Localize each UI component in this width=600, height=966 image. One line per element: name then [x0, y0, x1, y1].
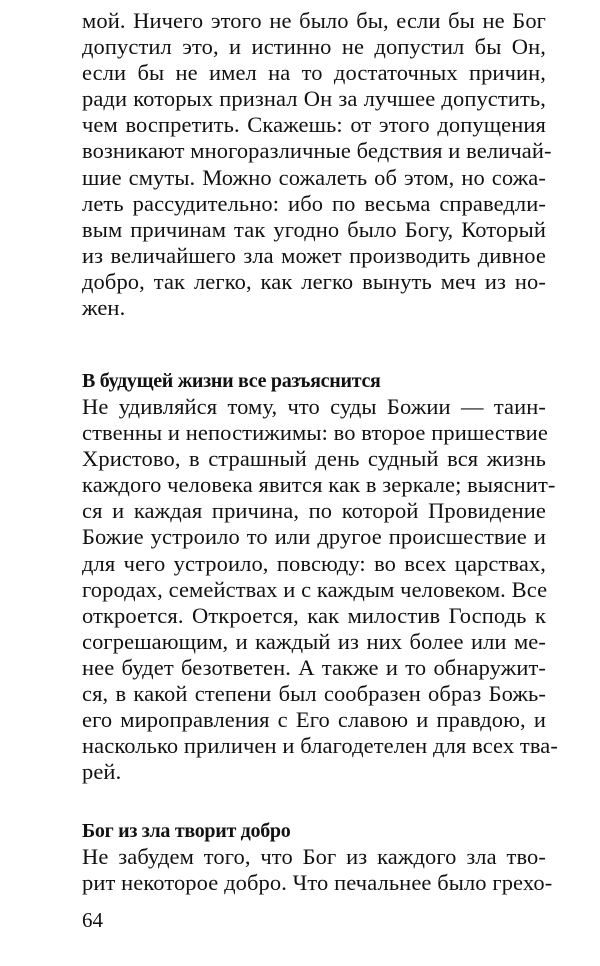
text-line: Не забудем того, что Бог из каждого зла тво-: [82, 844, 546, 869]
text-line: вым причинам так угодно было Богу, Который: [82, 216, 546, 242]
text-line: рей.: [82, 759, 122, 785]
text-line: каждого человека явится как в зеркале; выяснит-: [82, 472, 556, 498]
text-line: для чего устроило, повсюду: во всех царствах,: [82, 550, 546, 576]
text-line: из величайшего зла может производить дивное: [82, 242, 546, 268]
text-line: Христово, в страшный день судный вся жизнь: [82, 446, 546, 472]
section-heading: В будущей жизни все разъяснится: [82, 370, 381, 392]
text-line: ради которых признал Он за лучшее допустить,: [82, 86, 546, 112]
text-line: возникают многоразличные бедствия и величай-: [82, 138, 552, 164]
paragraph: [82, 844, 553, 896]
text-line: согрешающим, и каждый из них более или ме-: [82, 628, 546, 654]
paragraph-continued: [82, 8, 552, 321]
text-line: допустил это, и истинно не допустил бы Он,: [82, 34, 546, 60]
section-heading: Бог из зла творит добро: [82, 820, 291, 842]
paragraph: [82, 394, 558, 785]
text-line: ся и каждая причина, по которой Провидение: [82, 498, 546, 524]
text-line: его мироправления с Его славою и правдою, и: [82, 707, 546, 733]
text-line: мой. Ничего этого не было бы, если бы не Бог: [82, 8, 546, 33]
text-line: городах, семействах и с каждым человеком. Все: [82, 576, 548, 602]
text-line: чем воспретить. Скажешь: от этого допущения: [82, 112, 546, 138]
text-line: ся, в какой степени был сообразен образ Божь-: [82, 681, 546, 707]
page-number: 64: [82, 908, 103, 932]
text-line: если бы не имел на то достаточных причин,: [82, 60, 546, 86]
text-line: жен.: [82, 295, 126, 321]
text-line: Не удивляйся тому, что суды Божии — таин-: [82, 394, 546, 419]
text-line: добро, так легко, как легко вынуть меч из но-: [82, 268, 546, 294]
text-line: Божие устроило то или другое происшествие и: [82, 524, 546, 550]
text-line: леть рассудительно: ибо по весьма справедли-: [82, 190, 546, 216]
text-line: откроется. Откроется, как милостив Господь к: [82, 602, 546, 628]
text-line: ственны и непостижимы: во второе пришествие: [82, 420, 548, 446]
text-line: насколько приличен и благодетелен для всех тва-: [82, 733, 558, 759]
text-line: нее будет безответен. А также и то обнаружит-: [82, 654, 546, 680]
text-line: шие смуты. Можно сожалеть об этом, но сожа-: [82, 164, 546, 190]
text-line: рит некоторое добро. Что печальнее было грехо-: [82, 870, 553, 896]
